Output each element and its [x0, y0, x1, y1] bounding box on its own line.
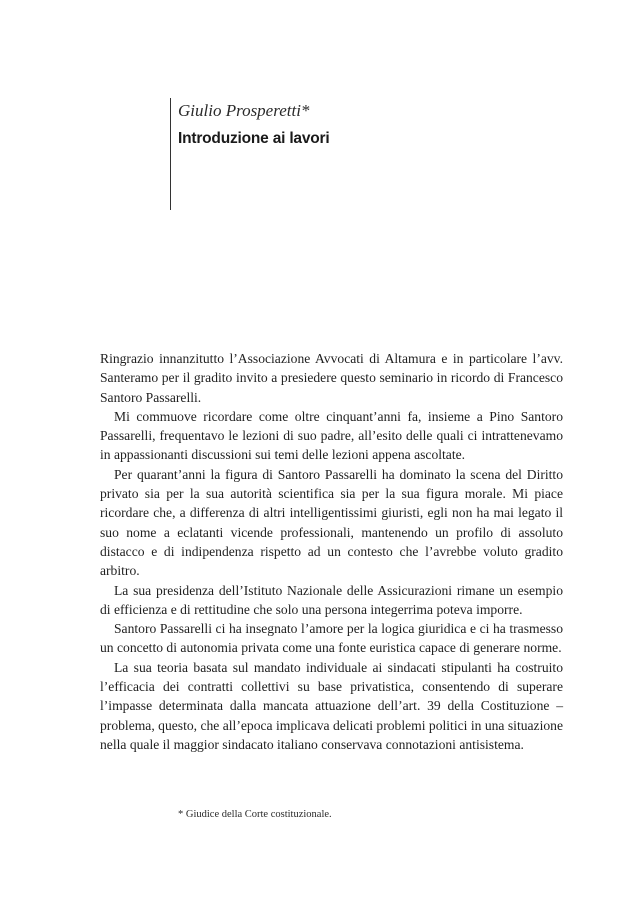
- chapter-title: Introduzione ai lavori: [178, 130, 330, 147]
- author-name: Giulio Prosperetti*: [178, 101, 310, 120]
- paragraph: La sua teoria basata sul mandato individuale ai sindacati stipulanti ha costruito l’efficacia dei contratti collettivi su base privatistica, consentendo di superare l’impasse determinata dalla mancata attuazione dell’art. 39 della Costituzione – problema, questo, che all’epoca implicava delicati problemi politici in una situazione nella quale il maggior sindacato italiano conservava connotazioni antisistema.: [100, 659, 563, 752]
- paragraph: La sua presidenza dell’Istituto Nazionale delle Assicurazioni rimane un esempio di efficienza e di rettitudine che solo una persona integerrima poteva imporre.: [100, 582, 563, 617]
- paragraph: Per quarant’anni la figura di Santoro Passarelli ha dominato la scena del Diritto privato sia per la sua autorità scientifica sia per la sua figura morale. Mi piace ricordare che, a differenza di altri intelligentissimi giuristi, egli non ha mai legato il suo nome a eclatanti vicende professionali, mantenendo un profilo di assoluto distacco e di indipendenza rispetto ad un contesto che l’avrebbe voluto gradito arbitro.: [100, 466, 563, 579]
- paragraph: Ringrazio innanzitutto l’Associazione Avvocati di Altamura e in particolare l’avv. Santeramo per il gradito invito a presiedere questo seminario in ricordo di Francesco Santoro Passarelli.: [100, 351, 563, 405]
- body-text: [100, 349, 563, 754]
- header-vertical-rule: [170, 98, 171, 210]
- paragraph: Santoro Passarelli ci ha insegnato l’amore per la logica giuridica e ci ha trasmesso un concetto di autonomia privata come una fonte euristica capace di generare norme.: [100, 621, 563, 656]
- paragraph: Mi commuove ricordare come oltre cinquant’anni fa, insieme a Pino Santoro Passarelli, frequentavo le lezioni di suo padre, all’esito delle quali ci intrattenevamo in appassionanti discussioni sui temi delle lezioni appena ascoltate.: [100, 408, 563, 463]
- footnote: * Giudice della Corte costituzionale.: [178, 809, 332, 820]
